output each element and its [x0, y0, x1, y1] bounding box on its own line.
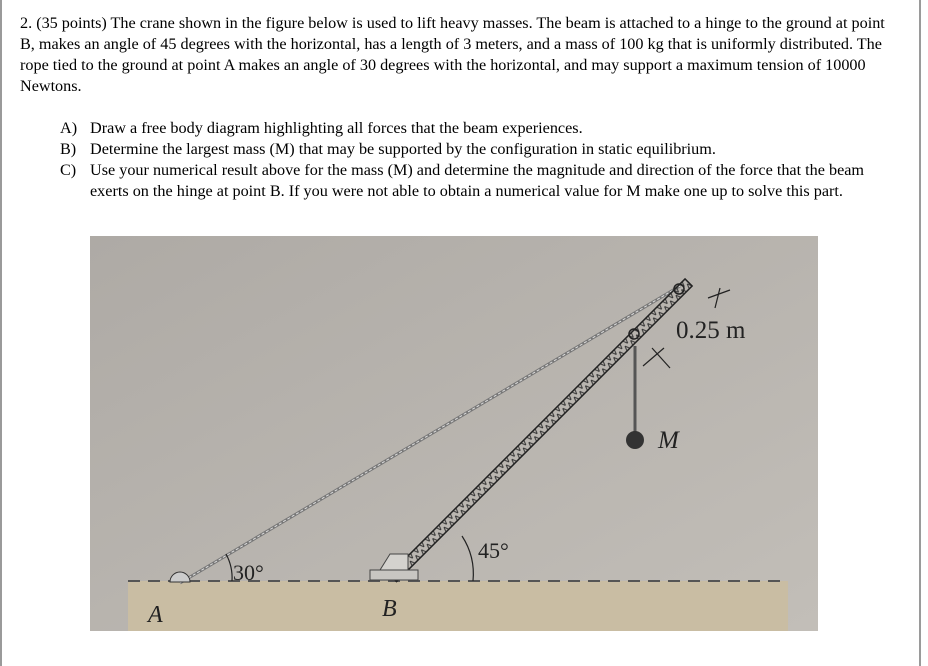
part-b: B) Determine the largest mass (M) that may be supported by the configuration in static equilibrium. — [60, 140, 716, 158]
beam-angle-label: 45° — [478, 538, 509, 563]
point-a-label: A — [148, 602, 163, 628]
window-border-right — [919, 0, 921, 666]
point-b-label: B — [382, 596, 397, 622]
distance-label: 0.25 m — [676, 317, 746, 344]
rope-angle-label: 30° — [233, 560, 264, 585]
part-a: A) Draw a free body diagram highlighting all forces that the beam experiences. — [60, 119, 583, 137]
hinge-base — [370, 570, 418, 580]
mass-label: M — [658, 427, 679, 454]
part-c: C) Use your numerical result above for the mass (M) and determine the magnitude and direction of the force that the beam exerts on the hinge at point B. If you were not able to obtain a numerical value for M make one up to solve this part. — [60, 161, 865, 200]
ground — [128, 581, 788, 631]
window-border-left — [0, 0, 2, 666]
problem-statement: 2. (35 points) The crane shown in the figure below is used to lift heavy masses. The beam is attached to a hinge to the ground at point B, makes an angle of 45 degrees with the horizontal, has a length of 3 meters, and a mass of 100 kg that is uniformly distributed. The rope tied to the ground at point A makes an angle of 30 degrees with the horizontal, and may support a maximum tension of 10000 Newtons. — [20, 14, 885, 95]
mass-m — [626, 431, 644, 449]
crane-figure — [90, 236, 818, 631]
problem-parts — [60, 118, 900, 202]
